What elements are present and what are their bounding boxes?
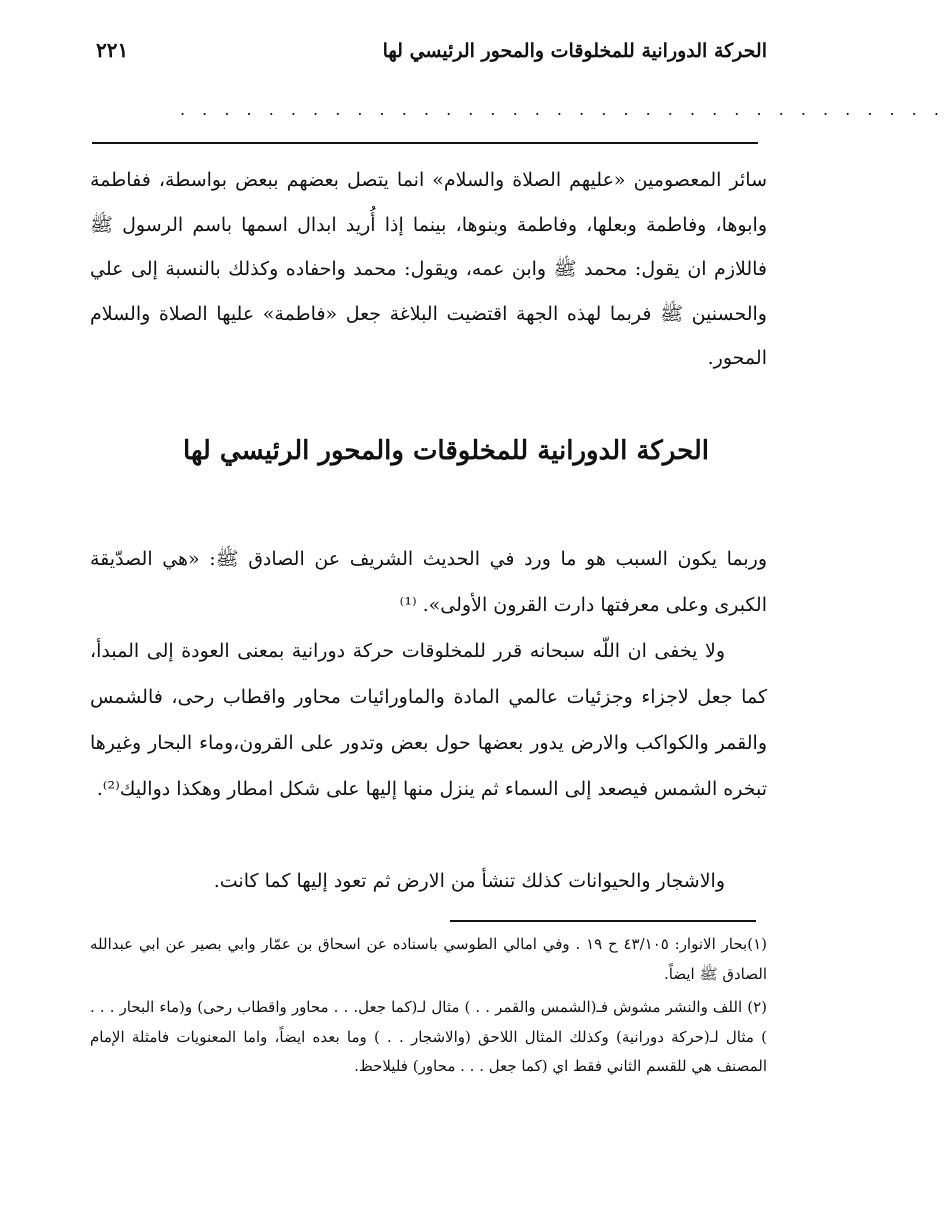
- section-heading: الحركة الدورانية للمخلوقات والمحور الرئيسي لها: [183, 436, 709, 466]
- dotted-separator: . . . . . . . . . . . . . . . . . . . . . . . . . . . . . . . . . . .: [180, 100, 945, 119]
- header-rule: [92, 142, 758, 144]
- footnotes: [90, 930, 767, 1086]
- footnote-1: (١)بحار الانوار: ٤٣/١٠٥ ح ١٩ . وفي امالي الطوسي باسناده عن اسحاق بن عمّار وابي بصير عن ابي عبدالله الصادق ﷺ ايضاً.: [90, 935, 767, 983]
- footnote-rule: [450, 920, 756, 922]
- page-number: ٢٢١: [96, 38, 129, 62]
- paragraph-text: ولا يخفى ان اللّه سبحانه قرر للمخلوقات حركة دورانية بمعنى العودة إلى المبدأ، كما جعل لاجزاء وجزئيات عالمي المادة والماورائيات محاور واقطاب رحى، فالشمس والقمر والكواكب والارض يدور بعضها حول بعض وتدور على القرون،وماء البحار وغيرها تبخره الشمس فيصعد إلى السماء ثم ينزل منها إليها على شكل امطار وهكذا دواليك⁽²⁾.: [90, 640, 767, 800]
- body-paragraph-2: [90, 628, 767, 812]
- intro-paragraph: [90, 158, 767, 381]
- running-header-title: الحركة الدورانية للمخلوقات والمحور الرئيسي لها: [382, 40, 767, 62]
- paragraph-text: وربما يكون السبب هو ما ورد في الحديث الشريف عن الصادق ﷺ: «هي الصدّيقة الكبرى وعلى معرفتها دارت القرون الأولى». ⁽¹⁾: [90, 548, 767, 616]
- body-paragraph-1: [90, 536, 767, 628]
- intro-paragraph-text: سائر المعصومين «عليهم الصلاة والسلام» انما يتصل بعضهم ببعض بواسطة، ففاطمة وابوها، وفاطمة وبعلها، وفاطمة وبنوها، بينما إذا أُريد ابدال اسمها باسم الرسول ﷺ فاللازم ان يقول: محمد ﷺ وابن عمه، ويقول: محمد واحفاده وكذلك بالنسبة إلى علي والحسنين ﷺ فربما لهذه الجهة اقتضيت البلاغة جعل «فاطمة» عليها الصلاة والسلام المحور.: [90, 169, 767, 369]
- paragraph-text: والاشجار والحيوانات كذلك تنشأ من الارض ثم تعود إليها كما كانت.: [213, 870, 725, 892]
- body-paragraph-3: [90, 858, 767, 904]
- footnote-2: (٢) اللف والنشر مشوش فـ(الشمس والقمر . . ) مثال لـ(كما جعل. . . محاور واقطاب رحى) و(ماء البحار . . . ) مثال لـ(حركة دورانية) وكذلك المثال اللاحق (والاشجار . . ) وما بعده ايضاً، واما المعنويات فامثلة الإمام المصنف هي للقسم الثاني فقط اي (كما جعل . . . محاور) فليلاحظ.: [90, 998, 767, 1075]
